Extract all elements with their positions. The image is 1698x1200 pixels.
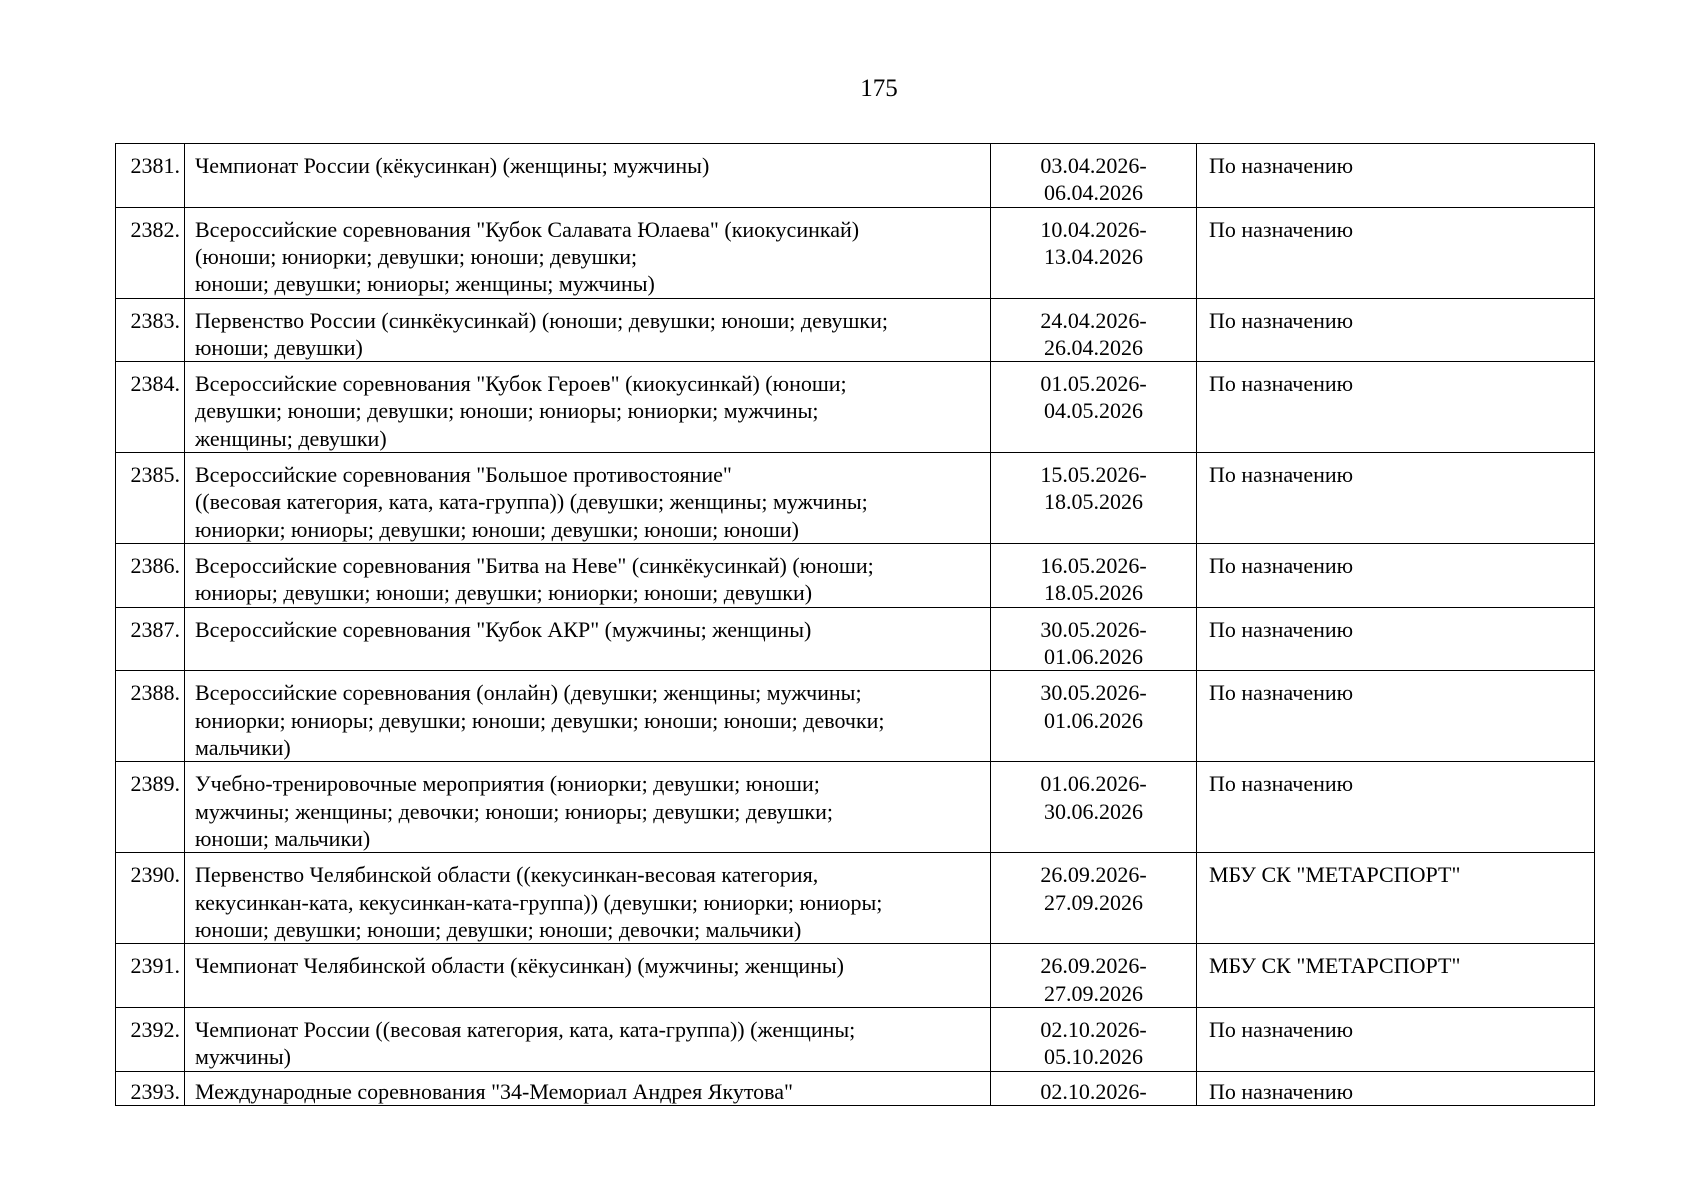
event-name — [185, 362, 991, 453]
table-row — [116, 1071, 1595, 1105]
date-start: 10.04.2026- — [1040, 216, 1147, 242]
date-end: 13.04.2026 — [1044, 243, 1143, 269]
date-start: 26.09.2026- — [1040, 953, 1147, 979]
date-end: 30.06.2026 — [1044, 798, 1143, 824]
event-name — [185, 207, 991, 298]
event-dates — [991, 853, 1197, 944]
event-name-line: девушки; юноши; девушки; юноши; юниоры; юниорки; мужчины; — [195, 398, 819, 424]
event-dates — [991, 944, 1197, 1008]
date-end: 01.06.2026 — [1044, 707, 1143, 733]
event-name-line: юноши; девушки; юниоры; женщины; мужчины) — [195, 271, 655, 297]
event-dates — [991, 762, 1197, 853]
event-name-line: Учебно-тренировочные мероприятия (юниорки; девушки; юноши; — [195, 771, 820, 797]
event-name-line: мальчики) — [195, 734, 291, 760]
date-end: 04.05.2026 — [1044, 398, 1143, 424]
event-name — [185, 607, 991, 671]
table-row — [116, 362, 1595, 453]
event-name-line: Международные соревнования "34-Мемориал Андрея Якутова" — [195, 1078, 793, 1104]
event-name-line: юниорки; юниоры; девушки; юноши; девушки; юноши; юноши; девочки; — [195, 707, 885, 733]
table-row — [116, 944, 1595, 1008]
table-row — [116, 1007, 1595, 1071]
date-end: 27.09.2026 — [1044, 889, 1143, 915]
table-row — [116, 144, 1595, 208]
event-dates — [991, 1007, 1197, 1071]
event-dates — [991, 207, 1197, 298]
organizer: МБУ СК "МЕТАРСПОРТ" — [1197, 944, 1595, 1008]
event-name — [185, 762, 991, 853]
date-end: 01.06.2026 — [1044, 644, 1143, 670]
event-name-line: Чемпионат России (кёкусинкан) (женщины; мужчины) — [195, 153, 710, 178]
date-start: 15.05.2026- — [1040, 462, 1147, 488]
event-dates — [991, 298, 1197, 362]
event-name-line: ((весовая категория, ката, ката-группа)) (девушки; женщины; мужчины; — [195, 489, 868, 515]
table-row — [116, 207, 1595, 298]
organizer: По назначению — [1197, 607, 1595, 671]
page-number: 175 — [860, 75, 898, 102]
row-number: 2393. — [116, 1071, 185, 1105]
table-row — [116, 453, 1595, 544]
organizer: По назначению — [1197, 207, 1595, 298]
date-end: 26.04.2026 — [1044, 334, 1143, 360]
organizer: По назначению — [1197, 298, 1595, 362]
event-name-line: юноши; девушки; юноши; девушки; юноши; девочки; мальчики) — [195, 916, 802, 942]
row-number: 2389. — [116, 762, 185, 853]
date-start: 02.10.2026- — [1040, 1016, 1147, 1042]
event-name-line: юниоры; девушки; юноши; девушки; юниорки; юноши; девушки) — [195, 580, 813, 606]
event-dates — [991, 1071, 1197, 1105]
row-number: 2387. — [116, 607, 185, 671]
event-name-line: Всероссийские соревнования "Большое противостояние" — [195, 462, 732, 488]
row-number: 2383. — [116, 298, 185, 362]
date-start: 01.05.2026- — [1040, 371, 1147, 397]
date-start: 02.10.2026- — [1040, 1078, 1147, 1104]
date-start: 16.05.2026- — [1040, 553, 1147, 579]
event-name-line: женщины; девушки) — [195, 425, 387, 451]
organizer: По назначению — [1197, 671, 1595, 762]
event-name — [185, 453, 991, 544]
event-name-line: Всероссийские соревнования "Кубок Салавата Юлаева" (киокусинкай) — [195, 216, 860, 242]
table-row — [116, 671, 1595, 762]
organizer: По назначению — [1197, 362, 1595, 453]
event-name-line: мужчины; женщины; девочки; юноши; юниоры; девушки; девушки; — [195, 798, 834, 824]
events-table — [115, 143, 1595, 1106]
event-name-line: Чемпионат Челябинской области (кёкусинкан) (мужчины; женщины) — [195, 953, 845, 979]
event-dates — [991, 607, 1197, 671]
event-dates — [991, 671, 1197, 762]
table-row — [116, 853, 1595, 944]
date-start: 26.09.2026- — [1040, 862, 1147, 888]
organizer: По назначению — [1197, 1071, 1595, 1105]
row-number: 2388. — [116, 671, 185, 762]
date-start: 24.04.2026- — [1040, 307, 1147, 333]
date-end: 06.04.2026 — [1044, 180, 1143, 206]
event-dates — [991, 362, 1197, 453]
row-number: 2386. — [116, 544, 185, 608]
event-name — [185, 944, 991, 1008]
event-name — [185, 144, 991, 208]
table-row — [116, 298, 1595, 362]
event-name-line: Всероссийские соревнования (онлайн) (девушки; женщины; мужчины; — [195, 680, 862, 706]
event-name-line: Чемпионат России ((весовая категория, ката, ката-группа)) (женщины; — [195, 1016, 856, 1042]
event-name — [185, 853, 991, 944]
row-number: 2391. — [116, 944, 185, 1008]
event-dates — [991, 453, 1197, 544]
organizer: По назначению — [1197, 144, 1595, 208]
event-dates — [991, 544, 1197, 608]
event-name-line: кекусинкан-ката, кекусинкан-ката-группа)) (девушки; юниорки; юниоры; — [195, 889, 883, 915]
date-start: 01.06.2026- — [1040, 771, 1147, 797]
date-start: 30.05.2026- — [1040, 680, 1147, 706]
date-start: 03.04.2026- — [1040, 153, 1147, 178]
organizer: По назначению — [1197, 1007, 1595, 1071]
organizer: По назначению — [1197, 453, 1595, 544]
event-dates — [991, 144, 1197, 208]
date-end: 18.05.2026 — [1044, 489, 1143, 515]
date-end: 05.10.2026 — [1044, 1044, 1143, 1070]
organizer: МБУ СК "МЕТАРСПОРТ" — [1197, 853, 1595, 944]
row-number: 2384. — [116, 362, 185, 453]
event-name — [185, 671, 991, 762]
row-number: 2381. — [116, 144, 185, 208]
row-number: 2390. — [116, 853, 185, 944]
event-name-line: Первенство Челябинской области ((кекусинкан-весовая категория, — [195, 862, 819, 888]
event-name-line: Первенство России (синкёкусинкай) (юноши; девушки; юноши; девушки; — [195, 307, 888, 333]
date-end: 27.09.2026 — [1044, 980, 1143, 1006]
event-name — [185, 544, 991, 608]
table-row — [116, 607, 1595, 671]
table-row — [116, 762, 1595, 853]
event-name — [185, 298, 991, 362]
table-row — [116, 544, 1595, 608]
row-number: 2382. — [116, 207, 185, 298]
event-name-line: юниорки; юниоры; девушки; юноши; девушки; юноши; юноши) — [195, 516, 799, 542]
event-name-line: юноши; девушки) — [195, 334, 363, 360]
event-name-line: Всероссийские соревнования "Кубок Героев" (киокусинкай) (юноши; — [195, 371, 847, 397]
event-name-line: юноши; мальчики) — [195, 825, 371, 851]
organizer: По назначению — [1197, 544, 1595, 608]
event-name — [185, 1071, 991, 1105]
event-name-line: (юноши; юниорки; девушки; юноши; девушки; — [195, 243, 638, 269]
event-name-line: Всероссийские соревнования "Кубок АКР" (мужчины; женщины) — [195, 616, 812, 642]
row-number: 2392. — [116, 1007, 185, 1071]
row-number: 2385. — [116, 453, 185, 544]
date-end: 18.05.2026 — [1044, 580, 1143, 606]
date-start: 30.05.2026- — [1040, 616, 1147, 642]
event-name-line: мужчины) — [195, 1044, 292, 1070]
event-name — [185, 1007, 991, 1071]
organizer: По назначению — [1197, 762, 1595, 853]
event-name-line: Всероссийские соревнования "Битва на Неве" (синкёкусинкай) (юноши; — [195, 553, 874, 579]
